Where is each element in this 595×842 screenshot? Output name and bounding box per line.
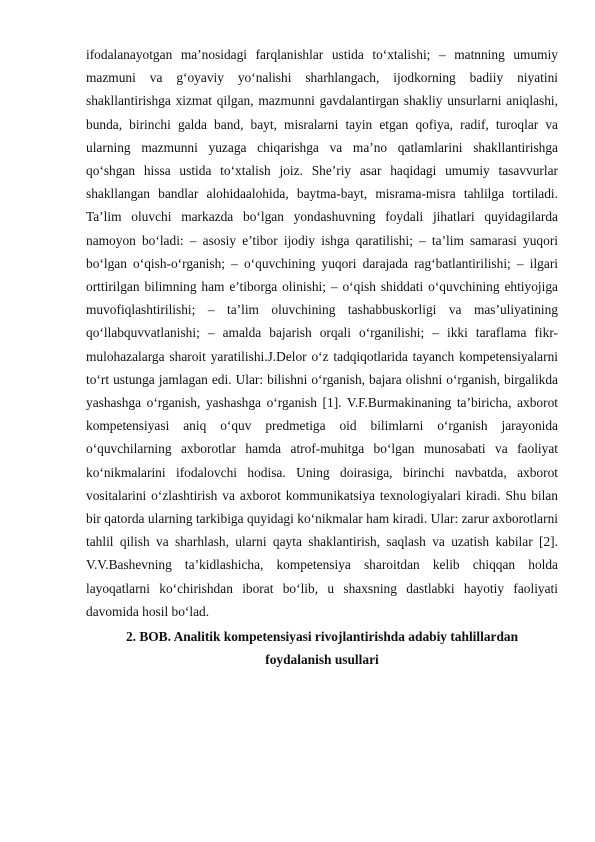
body-paragraph: ifodalanayotgan ma’nosidagi farqlanishlar ustida to‘xtalishi; – matnning umumiy mazmuni va g‘oyaviy yo‘nalishi sharhlangach, ijodkorning badiiy niyatini shakllantirishga xizmat qilgan, mazmunni gavdalantirgan shakliy unsurlarni aniqlashi, bunda, birinchi galda band, bayt, misralarni tayin etgan qofiya, radif, turoqlar va ularning mazmunni yuzaga chiqarishga va ma’no qatlamlarini shakllantirishga qo‘shgan hissa ustida to‘xtalish joiz. She’riy asar haqidagi umumiy tasavvurlar shakllangan bandlar alohidaalohida, baytma-bayt, misrama-misra tahlilga tortiladi. Ta’lim oluvchi markazda bo‘lgan yondashuvning foydali jihatlari quyidagilarda namoyon bo‘ladi: – asosiy e’tibor ijodiy ishga qaratilishi; – ta’lim samarasi yuqori bo‘lgan o‘qish-o‘rganish; – o‘quvchining yuqori darajada rag‘batlantirilishi; – ilgari orttirilgan bilimning ham e’tiborga olinishi; – o‘qish shiddati o‘quvchining ehtiyojiga muvofiqlashtirilishi; – ta’lim oluvchining tashabbuskorligi va mas’uliyatining qo‘llabquvvatlanishi; – amalda bajarish orqali o‘rganilishi; – ikki taraflama fikr-mulohazalarga sharoit yaratilishi.J.Delor o‘z tadqiqotlarida tayanch kompetensiyalarni to‘rt ustunga jamlagan edi. Ular: bilishni o‘rganish, bajara olishni o‘rganish, birgalikda yashashga o‘rganish, yashashga o‘rganish [1]. V.F.Burmakinaning ta’biricha, axborot kompetensiyasi aniq o‘quv predmetiga oid bilimlarni o‘rganish jarayonida o‘quvchilarning axborotlar hamda atrof-muhitga bo‘lgan munosabati va faoliyat ko‘nikmalarini ifodalovchi hodisa. Uning doirasiga, birinchi navbatda, axborot vositalarini o‘zlashtirish va axborot kommunikatsiya texnologiyalari kiradi. Shu bilan bir qatorda ularning tarkibiga quyidagi ko‘nikmalar ham kiradi. Ular: zarur axborotlarni tahlil qilish va sharhlash, ularni qayta shaklantirish, saqlash va uzatish kabilar [2]. V.V.Bashevning ta’kidlashicha, kompetensiya sharoitdan kelib chiqqan holda layoqatlarni ko‘chirishdan iborat bo‘lib, u shaxsning dastlabki hayotiy faoliyati davomida hosil bo‘lad. xyxy=(86,47,558,619)
chapter-heading-line-1: 2. BOB. Analitik kompetensiyasi rivojlantirishda adabiy tahlillardan xyxy=(125,629,519,645)
chapter-heading-line-2: foydalanish usullari xyxy=(265,652,379,668)
chapter-heading xyxy=(86,625,558,671)
document-page xyxy=(86,43,558,671)
